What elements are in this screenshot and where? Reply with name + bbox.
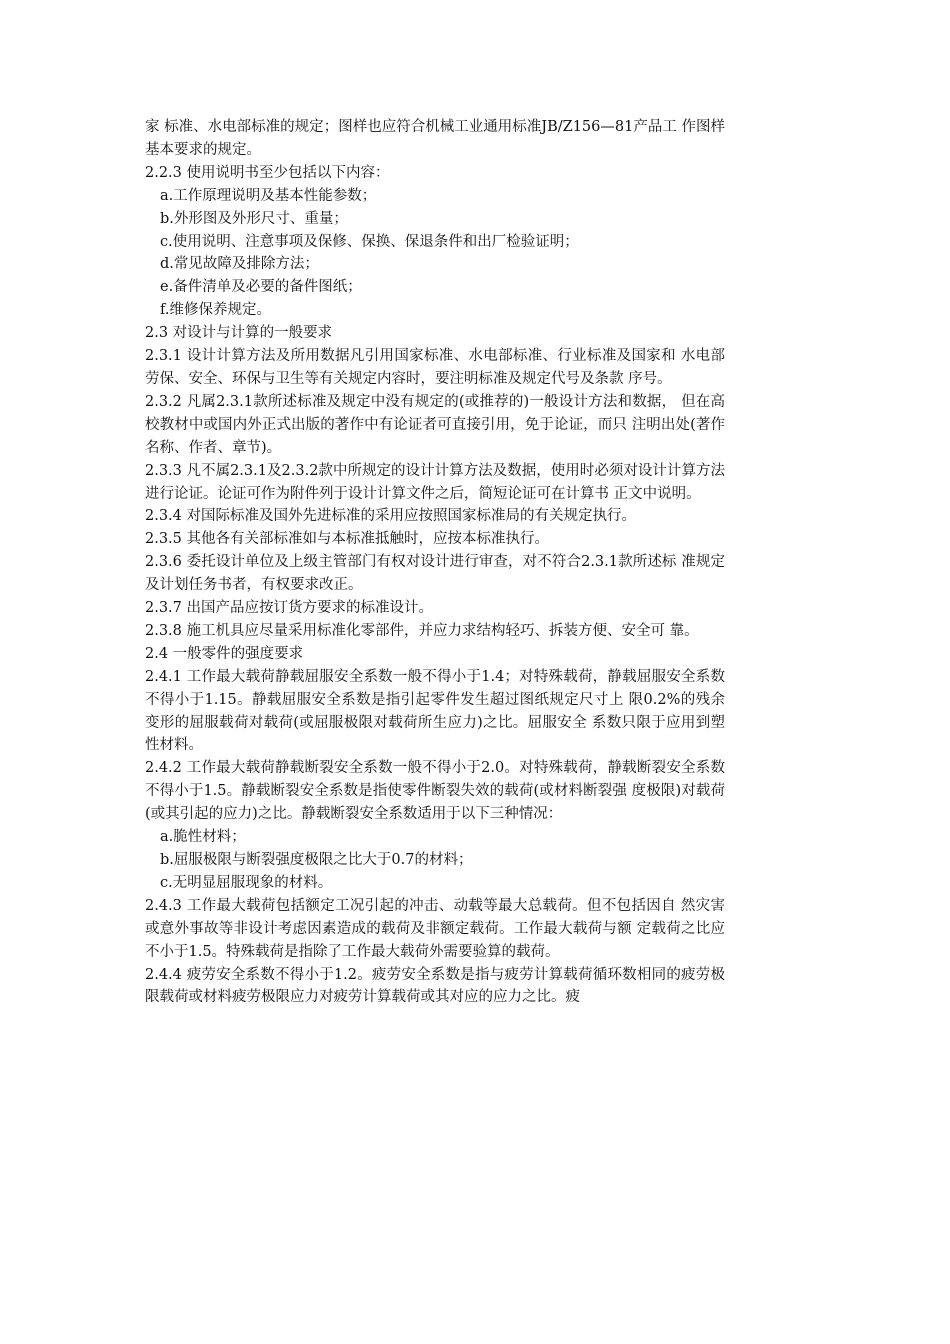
- section-heading-2-4: 2.4 一般零件的强度要求: [145, 645, 304, 662]
- list-item-d: d.常见故障及排除方法；: [160, 256, 319, 273]
- paragraph-2-3-3: 2.3.3 凡不属2.3.1及2.3.2款中所规定的设计计算方法及数据，使用时必须对设计计算方法进行论证。论证可作为附件列于设计计算文件之后，简短论证可在计算书 正文中说明。: [145, 462, 725, 502]
- paragraph-2-3-8: 2.3.8 施工机具应尽量采用标准化零部件，并应力求结构轻巧、拆装方便、安全可 靠。: [145, 622, 699, 639]
- paragraph-2-3-1: 2.3.1 设计计算方法及所用数据凡引用国家标准、水电部标准、行业标准及国家和 水电部劳保、安全、环保与卫生等有关规定内容时，要注明标准及规定代号及条款 序号。: [145, 348, 725, 387]
- paragraph-2-3-2: 2.3.2 凡属2.3.1款所述标准及规定中没有规定的(或推荐的)一般设计方法和数据， 但在高校教材中或国内外正式出版的著作中有论证者可直接引用，免于论证，而只 注明出处(著作名称、作者、章节)。: [145, 393, 725, 456]
- paragraph-2-3-6: 2.3.6 委托设计单位及上级主管部门有权对设计进行审查，对不符合2.3.1款所述标 准规定及计划任务书者，有权要求改正。: [145, 554, 725, 594]
- list-item-e: e.备件清单及必要的备件图纸；: [160, 279, 362, 296]
- list-item-c: c.使用说明、注意事项及保修、保换、保退条件和出厂检验证明；: [160, 233, 579, 250]
- paragraph-2-2-3: 2.2.3 使用说明书至少包括以下内容：: [145, 164, 390, 181]
- paragraph-2-3-5: 2.3.5 其他各有关部标准如与本标准抵触时，应按本标准执行。: [145, 531, 550, 548]
- paragraph-2-4-1: 2.4.1 工作最大载荷静载屈服安全系数一般不得小于1.4；对特殊载荷，静载屈服安全系数不得小于1.15。静载屈服安全系数是指引起零件发生超过图纸规定尺寸上 限0.2%的残余变形的屈服载荷对载荷(或屈服极限对载荷所生应力)之比。屈服安全 系数只限于应用到塑性材料。: [145, 668, 725, 754]
- paragraph-drawing-standard-continued: 家 标准、水电部标准的规定；图样也应符合机械工业通用标准JB/Z156—81产品工 作图样基本要求的规定。: [145, 119, 725, 158]
- paragraph-2-4-4: 2.4.4 疲劳安全系数不得小于1.2。疲劳安全系数是指与疲劳计算载荷循环数相同的疲劳极限载荷或材料疲劳极限应力对疲劳计算载荷或其对应的应力之比。疲: [145, 966, 725, 1006]
- document-page: [145, 116, 725, 1009]
- list-item-b: b.外形图及外形尺寸、重量；: [160, 210, 348, 227]
- paragraph-2-3-7: 2.3.7 出国产品应按订货方要求的标准设计。: [145, 600, 434, 617]
- list-item-b-yield-ratio: b.屈服极限与断裂强度极限之比大于0.7的材料；: [160, 852, 473, 868]
- paragraph-2-4-3: 2.4.3 工作最大载荷包括额定工况引起的冲击、动载等最大总载荷。但不包括因自 然灾害或意外事故等非设计考虑因素造成的载荷及非额定载荷。工作最大载荷与额 定载荷之比应不小于1.5。特殊载荷是指除了工作最大载荷外需要验算的载荷。: [145, 897, 725, 960]
- paragraph-2-4-2: 2.4.2 工作最大载荷静载断裂安全系数一般不得小于2.0。对特殊载荷，静载断裂安全系数不得小于1.5。静载断裂安全系数是指使零件断裂失效的载荷(或材料断裂强 度极限)对载荷(或其引起的应力)之比。静载断裂安全系数适用于以下三种情况：: [145, 760, 725, 823]
- section-heading-2-3: 2.3 对设计与计算的一般要求: [145, 325, 333, 342]
- list-item-c-no-yield: c.无明显屈服现象的材料。: [160, 874, 333, 891]
- paragraph-2-3-4: 2.3.4 对国际标准及国外先进标准的采用应按照国家标准局的有关规定执行。: [145, 508, 637, 525]
- list-item-f: f.维修保养规定。: [160, 302, 271, 319]
- list-item-a: a.工作原理说明及基本性能参数；: [160, 187, 377, 204]
- list-item-a-brittle: a.脆性材料；: [160, 829, 246, 846]
